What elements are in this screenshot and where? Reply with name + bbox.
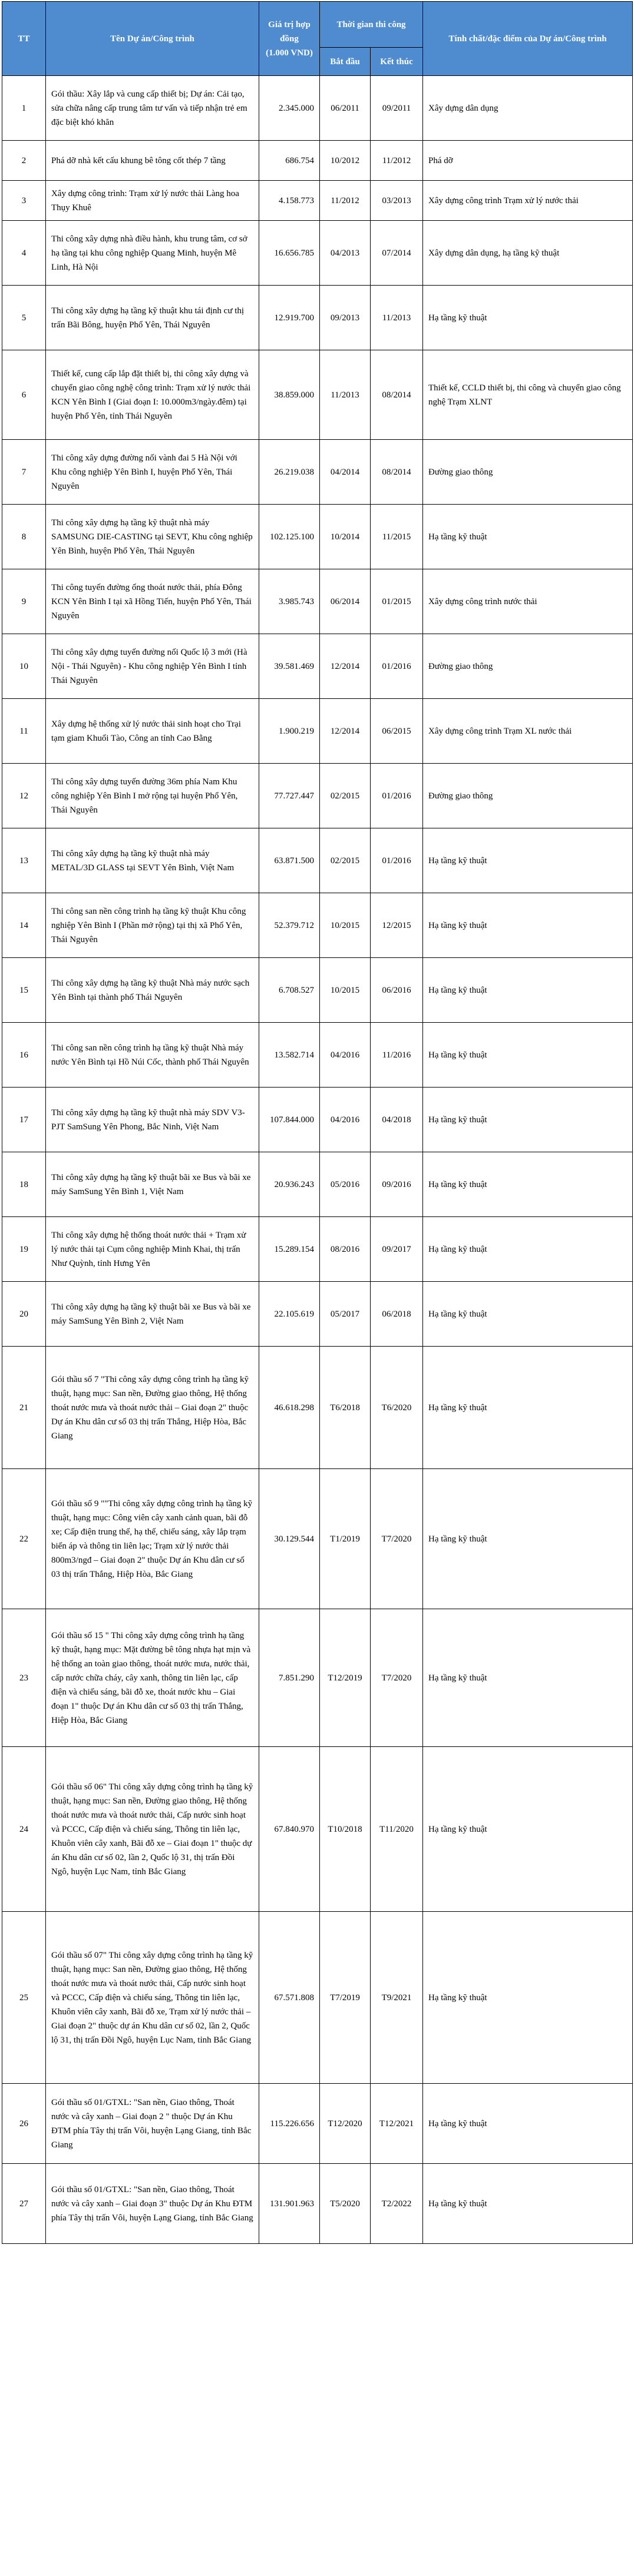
cell-start-date: 05/2016 (320, 1152, 371, 1217)
table-row (2, 1088, 633, 1152)
cell-project-name: Gói thầu số 06" Thi công xây dựng công trình hạ tầng kỹ thuật, hạng mục: San nền, Đường giao thông, Hệ thống thoát nước mưa và thoát nước thải, Cấp nước sinh hoạt và PCCC, Cấp điện và chiếu sáng, Thông tin liên lạc, Khuôn viên cây xanh, Bãi đỗ xe – Giai đoạn 1" thuộc dự án Khu dân cư số 02, lần 2, Quốc lộ 31, thị trấn Đồi Ngô, huyện Lục Nam, tỉnh Bắc Giang (46, 1747, 259, 1912)
header-contract-value-label: Giá trị hợp đồng (268, 19, 311, 44)
cell-tt: 11 (2, 699, 46, 764)
cell-project-name: Thi công xây dựng tuyến đường nối Quốc lộ 3 mới (Hà Nội - Thái Nguyên) - Khu công nghiệp Yên Bình I tỉnh Thái Nguyên (46, 634, 259, 699)
cell-project-name: Gói thầu: Xây lắp và cung cấp thiết bị; Dự án: Cải tạo, sửa chữa nâng cấp trung tâm tư vấn và tiếp nhận trẻ em đặc biệt khó khăn (46, 76, 259, 141)
cell-project-name: Gói thầu số 9 ""Thi công xây dựng công trình hạ tầng kỹ thuật, hạng mục: Công viên cây xanh cảnh quan, bãi đỗ xe; Cấp điện trung thế, hạ thế, chiếu sáng, xây lắp trạm biến áp và thông tin liên lạc; Trạm xử lý nước thải 800m3/ngđ – Giai đoạn 2" thuộc Dự án Khu dân cư số 03 thị trấn Thắng, Hiệp Hòa, Bắc Giang (46, 1469, 259, 1609)
cell-tt: 1 (2, 76, 46, 141)
table-header (2, 2, 633, 76)
table-row (2, 634, 633, 699)
cell-start-date: T1/2019 (320, 1469, 371, 1609)
cell-contract-value: 26.219.038 (259, 440, 320, 505)
cell-project-name: Thi công xây dựng hạ tầng kỹ thuật nhà máy SDV V3-PJT SamSung Yên Phong, Bắc Ninh, Việt Nam (46, 1088, 259, 1152)
cell-contract-value: 102.125.100 (259, 505, 320, 569)
cell-tt: 21 (2, 1347, 46, 1469)
cell-contract-value: 3.985.743 (259, 569, 320, 634)
cell-project-name: Xây dựng hệ thống xử lý nước thải sinh hoạt cho Trại tạm giam Khuổi Tào, Công an tỉnh Cao Bằng (46, 699, 259, 764)
cell-end-date: 01/2016 (371, 764, 423, 828)
cell-project-name: Gói thầu số 15 " Thi công xây dựng công trình hạ tầng kỹ thuật, hạng mục: Mặt đường bê tông nhựa hạt mịn và hệ thống an toàn giao thông, thoát nước mưa, nước thải, cấp nước chữa cháy, cây xanh, thông tin liên lạc, cấp điện và chiếu sáng, bãi đỗ xe, thoát nước khu – Giai đoạn 1" thuộc Dự án Khu dân cư số 03 thị trấn Thắng, Hiệp Hòa, Bắc Giang (46, 1609, 259, 1747)
cell-end-date: T7/2020 (371, 1609, 423, 1747)
cell-tt: 18 (2, 1152, 46, 1217)
table-row (2, 286, 633, 350)
cell-nature: Hạ tầng kỹ thuật (423, 1469, 633, 1609)
cell-start-date: 05/2017 (320, 1282, 371, 1347)
header-row-top (2, 2, 633, 48)
cell-start-date: 10/2014 (320, 505, 371, 569)
cell-nature: Hạ tầng kỹ thuật (423, 1282, 633, 1347)
cell-tt: 12 (2, 764, 46, 828)
cell-start-date: 04/2014 (320, 440, 371, 505)
cell-contract-value: 77.727.447 (259, 764, 320, 828)
cell-end-date: T11/2020 (371, 1747, 423, 1912)
cell-project-name: Gói thầu số 01/GTXL: "San nền, Giao thông, Thoát nước và cây xanh – Giai đoạn 3" thuộc Dự án Khu ĐTM phía Tây thị trấn Vôi, huyện Lạng Giang, tỉnh Bắc Giang (46, 2164, 259, 2244)
cell-contract-value: 107.844.000 (259, 1088, 320, 1152)
cell-nature: Xây dựng công trình Trạm XL nước thải (423, 699, 633, 764)
cell-project-name: Thi công xây dựng hạ tầng kỹ thuật bãi xe Bus và bãi xe máy SamSung Yên Bình 1, Việt Nam (46, 1152, 259, 1217)
cell-contract-value: 13.582.714 (259, 1023, 320, 1088)
cell-tt: 3 (2, 181, 46, 221)
cell-project-name: Thi công tuyến đường ống thoát nước thải, phía Đông KCN Yên Bình I tại xã Hồng Tiến, huyện Phổ Yên, Thái Nguyên (46, 569, 259, 634)
table-row (2, 1747, 633, 1912)
cell-contract-value: 16.656.785 (259, 221, 320, 286)
cell-nature: Hạ tầng kỹ thuật (423, 2164, 633, 2244)
cell-tt: 4 (2, 221, 46, 286)
table-row (2, 505, 633, 569)
cell-tt: 27 (2, 2164, 46, 2244)
cell-nature: Hạ tầng kỹ thuật (423, 1023, 633, 1088)
cell-end-date: T12/2021 (371, 2084, 423, 2164)
cell-project-name: Thi công xây dựng nhà điều hành, khu trung tâm, cơ sở hạ tầng tại khu công nghiệp Quang Minh, huyện Mê Linh, Hà Nội (46, 221, 259, 286)
cell-start-date: 09/2013 (320, 286, 371, 350)
table-body (2, 76, 633, 2244)
table-row (2, 1152, 633, 1217)
cell-end-date: 03/2013 (371, 181, 423, 221)
cell-contract-value: 63.871.500 (259, 828, 320, 893)
table-row (2, 1282, 633, 1347)
cell-nature: Xây dựng dân dụng, hạ tầng kỹ thuật (423, 221, 633, 286)
header-nature: Tính chất/đặc điểm của Dự án/Công trình (423, 2, 633, 76)
cell-end-date: T7/2020 (371, 1469, 423, 1609)
table-row (2, 1469, 633, 1609)
cell-end-date: 01/2016 (371, 828, 423, 893)
cell-start-date: 10/2012 (320, 141, 371, 181)
cell-tt: 6 (2, 350, 46, 440)
cell-contract-value: 46.618.298 (259, 1347, 320, 1469)
cell-start-date: 04/2013 (320, 221, 371, 286)
cell-project-name: Thiết kế, cung cấp lắp đặt thiết bị, thi công xây dựng và chuyển giao công nghệ công trình: Trạm xử lý nước thải KCN Yên Bình I (Giai đoạn I: 10.000m3/ngày.đêm) tại huyện Phổ Yên, tỉnh Thái Nguyên (46, 350, 259, 440)
cell-contract-value: 52.379.712 (259, 893, 320, 958)
cell-contract-value: 6.708.527 (259, 958, 320, 1023)
table-row (2, 569, 633, 634)
cell-contract-value: 12.919.700 (259, 286, 320, 350)
cell-tt: 2 (2, 141, 46, 181)
cell-nature: Xây dựng công trình Trạm xử lý nước thải (423, 181, 633, 221)
cell-start-date: 12/2014 (320, 634, 371, 699)
cell-tt: 10 (2, 634, 46, 699)
cell-end-date: 09/2016 (371, 1152, 423, 1217)
cell-end-date: 11/2015 (371, 505, 423, 569)
cell-start-date: 02/2015 (320, 828, 371, 893)
projects-table (2, 1, 633, 2244)
cell-end-date: 12/2015 (371, 893, 423, 958)
cell-start-date: T12/2020 (320, 2084, 371, 2164)
cell-start-date: 10/2015 (320, 958, 371, 1023)
cell-project-name: Thi công san nền công trình hạ tầng kỹ thuật Khu công nghiệp Yên Bình I (Phần mở rộng) tại thị xã Phổ Yên, Thái Nguyên (46, 893, 259, 958)
cell-tt: 26 (2, 2084, 46, 2164)
table-row (2, 2164, 633, 2244)
cell-contract-value: 7.851.290 (259, 1609, 320, 1747)
cell-contract-value: 67.840.970 (259, 1747, 320, 1912)
cell-nature: Hạ tầng kỹ thuật (423, 1217, 633, 1282)
cell-start-date: 04/2016 (320, 1023, 371, 1088)
cell-nature: Hạ tầng kỹ thuật (423, 1088, 633, 1152)
header-start: Bắt đầu (320, 48, 371, 76)
cell-tt: 8 (2, 505, 46, 569)
cell-project-name: Thi công xây dựng hệ thống thoát nước thải + Trạm xử lý nước thải tại Cụm công nghiệp Minh Khai, thị trấn Như Quỳnh, tỉnh Hưng Yên (46, 1217, 259, 1282)
cell-end-date: 06/2015 (371, 699, 423, 764)
table-row (2, 1912, 633, 2084)
cell-contract-value: 1.900.219 (259, 699, 320, 764)
table-row (2, 828, 633, 893)
cell-project-name: Thi công xây dựng hạ tầng kỹ thuật Nhà máy nước sạch Yên Bình tại thành phố Thái Nguyên (46, 958, 259, 1023)
cell-start-date: 10/2015 (320, 893, 371, 958)
table-row (2, 893, 633, 958)
cell-project-name: Thi công xây dựng hạ tầng kỹ thuật bãi xe Bus và bãi xe máy SamSung Yên Bình 2, Việt Nam (46, 1282, 259, 1347)
table-row (2, 1023, 633, 1088)
cell-tt: 14 (2, 893, 46, 958)
cell-end-date: 09/2011 (371, 76, 423, 141)
cell-project-name: Thi công xây dựng tuyến đường 36m phía Nam Khu công nghiệp Yên Bình I mở rộng tại huyện Phổ Yên, Thái Nguyên (46, 764, 259, 828)
header-construction-time: Thời gian thi công (320, 2, 423, 48)
cell-start-date: T7/2019 (320, 1912, 371, 2084)
cell-nature: Hạ tầng kỹ thuật (423, 958, 633, 1023)
cell-start-date: 11/2013 (320, 350, 371, 440)
table-row (2, 76, 633, 141)
cell-nature: Hạ tầng kỹ thuật (423, 1347, 633, 1469)
cell-start-date: T12/2019 (320, 1609, 371, 1747)
cell-end-date: T6/2020 (371, 1347, 423, 1469)
cell-end-date: 11/2016 (371, 1023, 423, 1088)
table-row (2, 958, 633, 1023)
cell-start-date: 04/2016 (320, 1088, 371, 1152)
cell-end-date: 11/2013 (371, 286, 423, 350)
header-tt: TT (2, 2, 46, 76)
cell-start-date: 06/2014 (320, 569, 371, 634)
cell-nature: Hạ tầng kỹ thuật (423, 505, 633, 569)
table-row (2, 141, 633, 181)
cell-end-date: T9/2021 (371, 1912, 423, 2084)
cell-project-name: Thi công xây dựng hạ tầng kỹ thuật khu tái định cư thị trấn Bãi Bông, huyện Phổ Yên, Thái Nguyên (46, 286, 259, 350)
cell-contract-value: 67.571.808 (259, 1912, 320, 2084)
table-row (2, 350, 633, 440)
cell-nature: Hạ tầng kỹ thuật (423, 1747, 633, 1912)
header-end: Kết thúc (371, 48, 423, 76)
table-row (2, 764, 633, 828)
cell-end-date: 06/2018 (371, 1282, 423, 1347)
cell-tt: 5 (2, 286, 46, 350)
cell-project-name: Xây dựng công trình: Trạm xử lý nước thải Làng hoa Thụy Khuê (46, 181, 259, 221)
cell-project-name: Thi công xây dựng đường nối vành đai 5 Hà Nội với Khu công nghiệp Yên Bình I, huyện Phổ Yên, Thái Nguyên (46, 440, 259, 505)
cell-nature: Đường giao thông (423, 440, 633, 505)
cell-contract-value: 39.581.469 (259, 634, 320, 699)
cell-contract-value: 38.859.000 (259, 350, 320, 440)
cell-contract-value: 22.105.619 (259, 1282, 320, 1347)
cell-tt: 16 (2, 1023, 46, 1088)
cell-contract-value: 30.129.544 (259, 1469, 320, 1609)
cell-contract-value: 15.289.154 (259, 1217, 320, 1282)
cell-nature: Hạ tầng kỹ thuật (423, 2084, 633, 2164)
cell-tt: 22 (2, 1469, 46, 1609)
cell-nature: Hạ tầng kỹ thuật (423, 893, 633, 958)
cell-tt: 15 (2, 958, 46, 1023)
cell-start-date: 02/2015 (320, 764, 371, 828)
cell-contract-value: 20.936.243 (259, 1152, 320, 1217)
cell-nature: Đường giao thông (423, 764, 633, 828)
header-contract-value (259, 2, 320, 76)
cell-nature: Hạ tầng kỹ thuật (423, 1152, 633, 1217)
cell-tt: 24 (2, 1747, 46, 1912)
cell-nature: Hạ tầng kỹ thuật (423, 828, 633, 893)
cell-tt: 20 (2, 1282, 46, 1347)
cell-project-name: Phá dỡ nhà kết cấu khung bê tông cốt thép 7 tầng (46, 141, 259, 181)
cell-tt: 9 (2, 569, 46, 634)
cell-start-date: T6/2018 (320, 1347, 371, 1469)
cell-end-date: 01/2016 (371, 634, 423, 699)
cell-end-date: 01/2015 (371, 569, 423, 634)
cell-end-date: 11/2012 (371, 141, 423, 181)
cell-contract-value: 2.345.000 (259, 76, 320, 141)
table-row (2, 1217, 633, 1282)
cell-end-date: 08/2014 (371, 440, 423, 505)
cell-tt: 17 (2, 1088, 46, 1152)
cell-project-name: Gói thầu số 01/GTXL: "San nền, Giao thông, Thoát nước và cây xanh – Giai đoạn 2 " thuộc Dự án Khu ĐTM phía Tây thị trấn Vôi, huyện Lạng Giang, tỉnh Bắc Giang (46, 2084, 259, 2164)
cell-start-date: T5/2020 (320, 2164, 371, 2244)
cell-tt: 23 (2, 1609, 46, 1747)
table-row (2, 1347, 633, 1469)
cell-start-date: 11/2012 (320, 181, 371, 221)
table-row (2, 181, 633, 221)
cell-contract-value: 131.901.963 (259, 2164, 320, 2244)
cell-end-date: 04/2018 (371, 1088, 423, 1152)
cell-contract-value: 4.158.773 (259, 181, 320, 221)
cell-project-name: Thi công san nền công trình hạ tầng kỹ thuật Nhà máy nước Yên Bình tại Hồ Núi Cốc, thành phố Thái Nguyên (46, 1023, 259, 1088)
header-project-name: Tên Dự án/Công trình (46, 2, 259, 76)
cell-nature: Hạ tầng kỹ thuật (423, 1609, 633, 1747)
cell-start-date: T10/2018 (320, 1747, 371, 1912)
table-row (2, 221, 633, 286)
cell-tt: 7 (2, 440, 46, 505)
cell-nature: Xây dựng công trình nước thải (423, 569, 633, 634)
cell-end-date: T2/2022 (371, 2164, 423, 2244)
cell-start-date: 08/2016 (320, 1217, 371, 1282)
cell-end-date: 08/2014 (371, 350, 423, 440)
cell-end-date: 06/2016 (371, 958, 423, 1023)
cell-contract-value: 686.754 (259, 141, 320, 181)
cell-nature: Xây dựng dân dụng (423, 76, 633, 141)
cell-nature: Phá dỡ (423, 141, 633, 181)
cell-nature: Đường giao thông (423, 634, 633, 699)
table-row (2, 2084, 633, 2164)
cell-contract-value: 115.226.656 (259, 2084, 320, 2164)
cell-project-name: Thi công xây dựng hạ tầng kỹ thuật nhà máy SAMSUNG DIE-CASTING tại SEVT, Khu công nghiệp Yên Bình, huyện Phổ Yên, Thái Nguyên (46, 505, 259, 569)
cell-start-date: 06/2011 (320, 76, 371, 141)
cell-tt: 19 (2, 1217, 46, 1282)
cell-nature: Thiết kế, CCLD thiết bị, thi công và chuyển giao công nghệ Trạm XLNT (423, 350, 633, 440)
cell-tt: 25 (2, 1912, 46, 2084)
cell-end-date: 07/2014 (371, 221, 423, 286)
cell-project-name: Gói thầu số 7 "Thi công xây dựng công trình hạ tầng kỹ thuật, hạng mục: San nền, Đường giao thông, Hệ thống thoát nước mưa và thoát nước thải – Giai đoạn 2" thuộc Dự án Khu dân cư số 03 thị trấn Thắng, Hiệp Hòa, Bắc Giang (46, 1347, 259, 1469)
cell-project-name: Gói thầu số 07" Thi công xây dựng công trình hạ tầng kỹ thuật, hạng mục: San nền, Đường giao thông, Hệ thống thoát nước mưa và thoát nước thải, Cấp nước sinh hoạt và PCCC, Cấp điện và chiếu sáng, Thông tin liên lạc, Khuôn viên cây xanh, Bãi đỗ xe, Trạm xử lý nước thải – Giai đoạn 2" thuộc dự án Khu dân cư số 02, lần 2, Quốc lộ 31, thị trấn Đồi Ngô, huyện Lục Nam, tỉnh Bắc Giang (46, 1912, 259, 2084)
cell-nature: Hạ tầng kỹ thuật (423, 286, 633, 350)
cell-end-date: 09/2017 (371, 1217, 423, 1282)
table-row (2, 1609, 633, 1747)
cell-nature: Hạ tầng kỹ thuật (423, 1912, 633, 2084)
table-row (2, 440, 633, 505)
cell-project-name: Thi công xây dựng hạ tầng kỹ thuật nhà máy METAL/3D GLASS tại SEVT Yên Bình, Việt Nam (46, 828, 259, 893)
header-contract-value-unit: (1.000 VND) (266, 48, 313, 58)
cell-start-date: 12/2014 (320, 699, 371, 764)
cell-tt: 13 (2, 828, 46, 893)
table-row (2, 699, 633, 764)
